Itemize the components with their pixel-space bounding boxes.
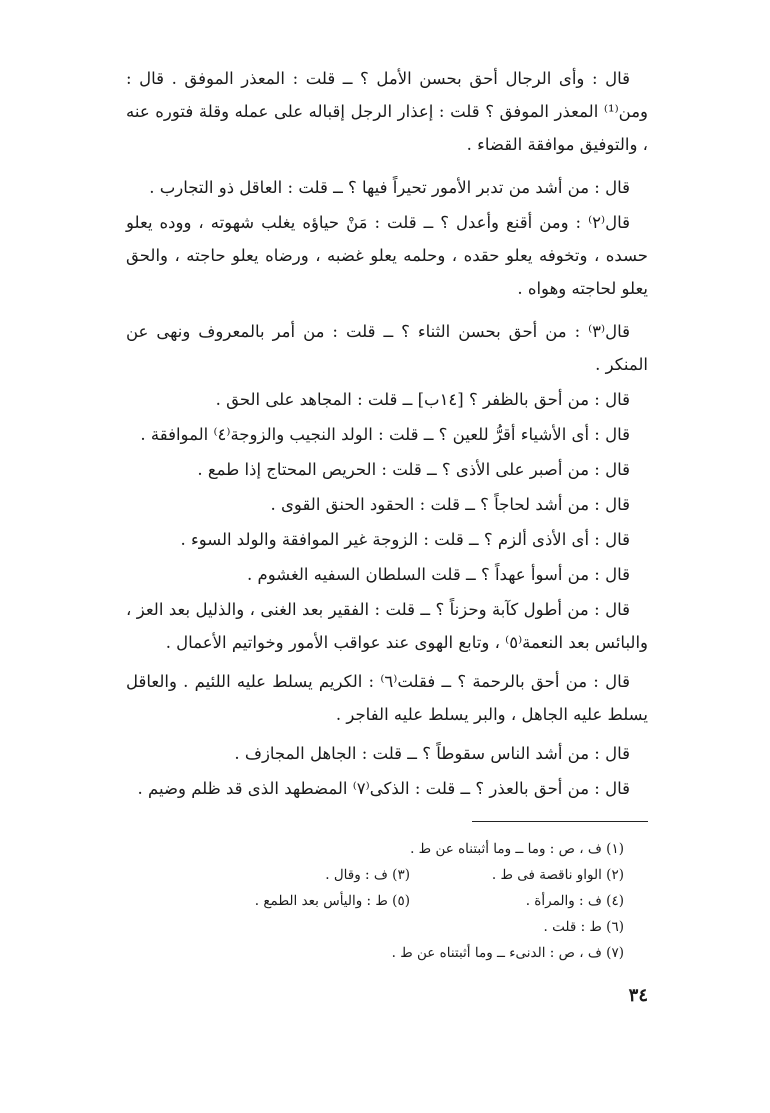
paragraph-1: قال : وأى الرجال أحق بحسن الأمل ؟ ــ قلت : المعذر الموفق . قال : ومن⁽¹⁾ المعذر الموفق ؟ قلت : إعذار الرجل إقباله على عمله وقلة فتوره عنه ، والتوفيق موافقة القضاء .: [126, 69, 648, 154]
paragraph-14: قال : من أحق بالعذر ؟ ــ قلت : الذكى⁽٧⁾ المضطهد الذى قد ظلم وضيم .: [137, 779, 630, 798]
page-number: ٣٤: [628, 985, 648, 1006]
footnote-6: (٦) ط : قلت .: [543, 919, 624, 935]
paragraph-7: قال : من أصبر على الأذى ؟ ــ قلت : الحريص المحتاج إذا طمع .: [197, 460, 630, 479]
paragraph-8: قال : من أشد لحاجاً ؟ ــ قلت : الحقود الحنق القوى .: [270, 495, 630, 514]
footnote-5: (٥) ط : واليأس بعد الطمع .: [254, 893, 410, 909]
footnote-4: (٤) ف : والمرأة .: [525, 893, 624, 909]
footnote-2: (٢) الواو ناقصة فى ط .: [491, 867, 624, 883]
paragraph-2: قال : من أشد من تدبر الأمور تحيراً فيها ؟ ــ قلت : العاقل ذو التجارب .: [149, 178, 630, 197]
footnote-row-1: [126, 836, 624, 862]
footnote-row-2: [126, 862, 624, 888]
footnote-row-3: [126, 888, 624, 914]
paragraph-11: قال : من أطول كآبة وحزناً ؟ ــ قلت : الفقير بعد الغنى ، والذليل بعد العز ، والبائس بعد النعمة⁽٥⁾ ، وتابع الهوى عند عواقب الأمور وخواتيم الأعمال .: [126, 600, 648, 652]
paragraph-4: قال⁽٣⁾ : من أحق بحسن الثناء ؟ ــ قلت : من أمر بالمعروف ونهى عن المنكر .: [126, 322, 648, 374]
paragraph-5: قال : من أحق بالظفر ؟ [١٤ب] ــ قلت : المجاهد على الحق .: [215, 390, 630, 409]
footnote-row-5: [126, 940, 624, 966]
paragraph-6: قال : أى الأشياء أقرُّ للعين ؟ ــ قلت : الولد النجيب والزوجة⁽٤⁾ الموافقة .: [140, 425, 630, 444]
footnote-row-4: [126, 914, 624, 940]
footnote-3: (٣) ف : وقال .: [325, 867, 410, 883]
paragraph-12: قال : من أحق بالرحمة ؟ ــ فقلت⁽٦⁾ : الكريم يسلط عليه اللئيم . والعاقل يسلط عليه الجاهل ، والبر يسلط عليه الفاجر .: [126, 672, 648, 724]
footnote-7: (٧) ف ، ص : الدنىء ــ وما أثبتناه عن ط .: [391, 945, 624, 961]
footnote-1: (١) ف ، ص : وما ــ وما أثبتناه عن ط .: [410, 841, 624, 857]
paragraph-13: قال : من أشد الناس سقوطاً ؟ ــ قلت : الجاهل المجازف .: [234, 744, 630, 763]
page-body: [126, 62, 648, 966]
paragraph-9: قال : أى الأذى ألزم ؟ ــ قلت : الزوجة غير الموافقة والولد السوء .: [180, 530, 630, 549]
paragraph-3: قال⁽٢⁾ : ومن أقنع وأعدل ؟ ــ قلت : مَنْ حياؤه يغلب شهوته ، ووده يعلو حسده ، وتخوفه يعلو حقده ، وحلمه يعلو غضبه ، ورضاه يعلو حاجته ، والحق يعلو لحاجته وهواه .: [126, 213, 648, 298]
footnotes: [126, 836, 648, 966]
footnote-divider: [472, 821, 648, 822]
paragraph-10: قال : من أسوأ عهداً ؟ ــ قلت السلطان السفيه الغشوم .: [247, 565, 630, 584]
